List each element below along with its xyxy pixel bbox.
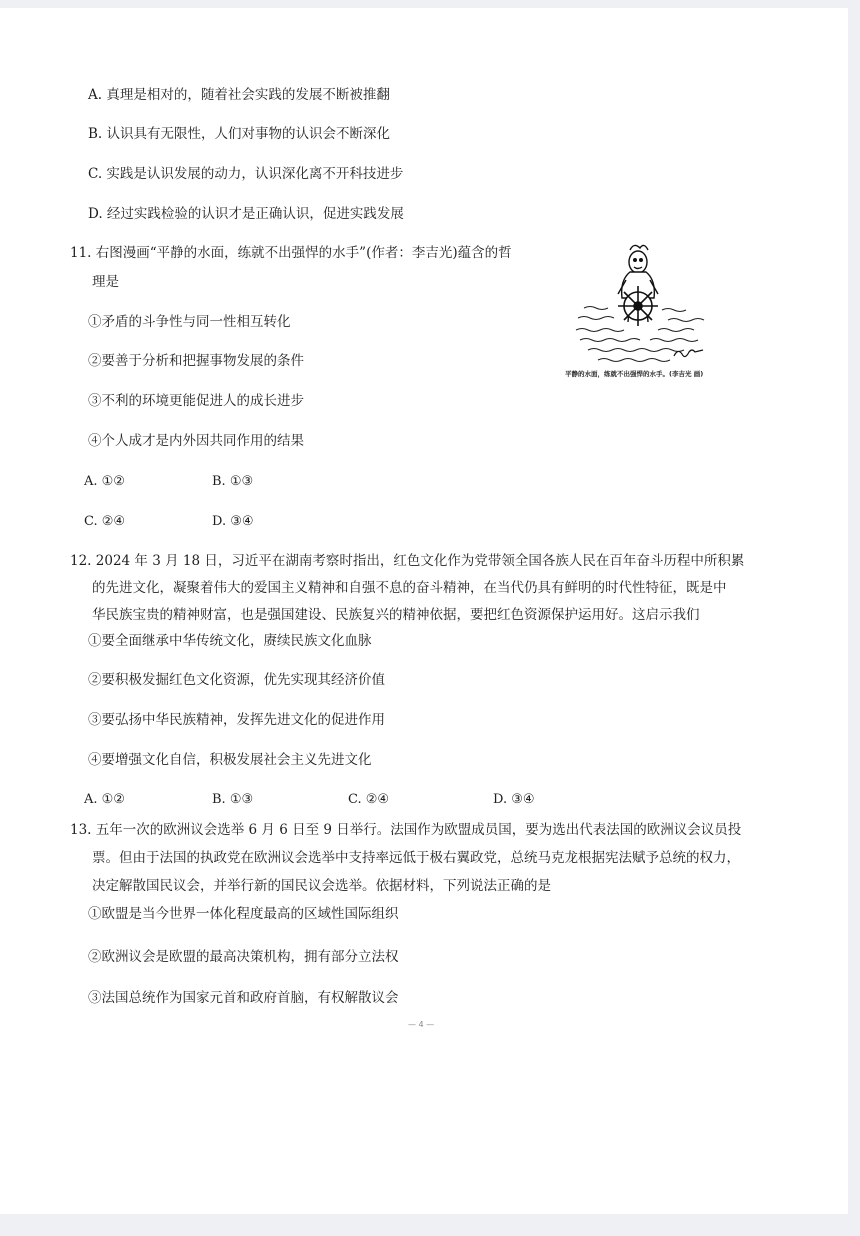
q13-stem-line2: 票。但由于法国的执政党在欧洲议会选举中支持率远低于极右翼政党，总统马克龙根据宪法赋予总统的权力， xyxy=(92,850,740,866)
q11-item-1: ①矛盾的斗争性与同一性相互转化 xyxy=(88,314,291,330)
q12-item-4: ④要增强文化自信，积极发展社会主义先进文化 xyxy=(88,752,372,768)
q11-stem-line1: 11. 右图漫画“平静的水面，练就不出强悍的水手”(作者：李吉光)蕴含的哲 xyxy=(70,245,512,261)
q11-choice-a: A. ①② xyxy=(84,474,125,489)
exam-page xyxy=(0,8,848,1214)
q10-option-c: C. 实践是认识发展的动力，认识深化离不开科技进步 xyxy=(88,166,404,182)
q11-choice-d: D. ③④ xyxy=(212,514,254,529)
q11-stem-line2: 理是 xyxy=(92,274,119,290)
q13-item-2: ②欧洲议会是欧盟的最高决策机构，拥有部分立法权 xyxy=(88,949,399,965)
page-number: — 4 — xyxy=(408,1020,435,1029)
q11-item-2: ②要善于分析和把握事物发展的条件 xyxy=(88,353,304,369)
q12-item-2: ②要积极发掘红色文化资源，优先实现其经济价值 xyxy=(88,672,385,688)
cartoon-sailor-image xyxy=(570,240,740,380)
q13-item-1: ①欧盟是当今世界一体化程度最高的区域性国际组织 xyxy=(88,906,399,922)
q12-choice-b: B. ①③ xyxy=(212,792,254,807)
q11-item-3: ③不利的环境更能促进人的成长进步 xyxy=(88,393,304,409)
q12-stem-line1: 12. 2024 年 3 月 18 日，习近平在湖南考察时指出，红色文化作为党带领全国各族人民在百年奋斗历程中所积累 xyxy=(70,553,745,569)
q12-item-3: ③要弘扬中华民族精神，发挥先进文化的促进作用 xyxy=(88,712,385,728)
q12-stem-line3: 华民族宝贵的精神财富，也是强国建设、民族复兴的精神依据，要把红色资源保护运用好。这启示我们 xyxy=(92,607,700,623)
q13-stem-line3: 决定解散国民议会，并举行新的国民议会选举。依据材料，下列说法正确的是 xyxy=(92,878,551,894)
cartoon-caption: 平静的水面，练就不出强悍的水手。(李吉光 画) xyxy=(565,370,704,378)
q11-choice-c: C. ②④ xyxy=(84,514,126,529)
q12-item-1: ①要全面继承中华传统文化，赓续民族文化血脉 xyxy=(88,633,372,649)
q10-option-d: D. 经过实践检验的认识才是正确认识，促进实践发展 xyxy=(88,206,404,222)
q13-stem-line1: 13. 五年一次的欧洲议会选举 6 月 6 日至 9 日举行。法国作为欧盟成员国，要为选出代表法国的欧洲议会议员投 xyxy=(70,822,742,838)
q13-item-3: ③法国总统作为国家元首和政府首脑，有权解散议会 xyxy=(88,990,399,1006)
q10-option-a: A. 真理是相对的，随着社会实践的发展不断被推翻 xyxy=(88,87,390,103)
q10-option-b: B. 认识具有无限性，人们对事物的认识会不断深化 xyxy=(88,126,391,142)
q11-item-4: ④个人成才是内外因共同作用的结果 xyxy=(88,433,304,449)
q12-choice-d: D. ③④ xyxy=(493,792,535,807)
q12-stem-line2: 的先进文化，凝聚着伟大的爱国主义精神和自强不息的奋斗精神，在当代仍具有鲜明的时代性特征，既是中 xyxy=(92,580,727,596)
q12-choice-a: A. ①② xyxy=(84,792,125,807)
q11-choice-b: B. ①③ xyxy=(212,474,254,489)
q12-choice-c: C. ②④ xyxy=(348,792,390,807)
